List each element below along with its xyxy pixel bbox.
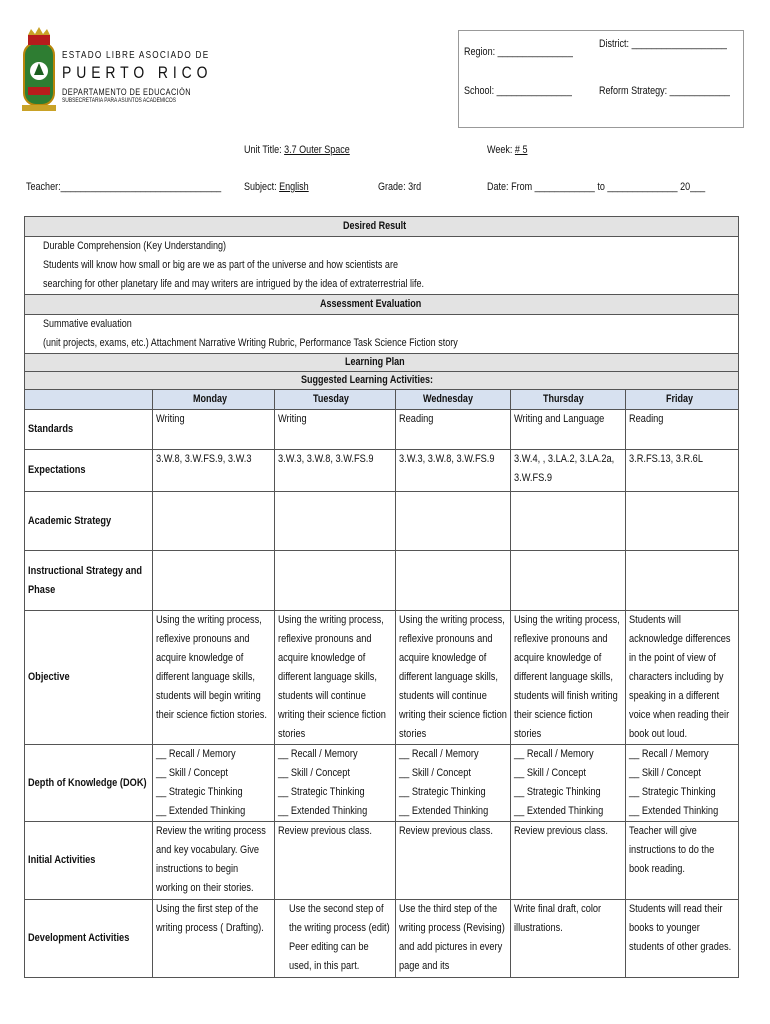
academic-strategy-label: Academic Strategy bbox=[25, 492, 153, 551]
table-row bbox=[25, 450, 739, 492]
week-label: Week: bbox=[487, 144, 513, 156]
academic-friday[interactable] bbox=[626, 492, 739, 551]
initial-wednesday: Review previous class. bbox=[396, 822, 511, 900]
day-header-friday: Friday bbox=[626, 390, 739, 410]
agency-line-3: DEPARTAMENTO DE EDUCACIÓN bbox=[62, 87, 192, 97]
school-info-box bbox=[458, 30, 744, 128]
dok-label: Depth of Knowledge (DOK) bbox=[25, 745, 153, 822]
day-header-blank bbox=[25, 390, 153, 410]
standards-monday: Writing bbox=[153, 410, 275, 450]
desired-result-header: Desired Result bbox=[25, 217, 739, 237]
assessment-header: Assessment Evaluation bbox=[25, 295, 739, 315]
development-tuesday: Use the second step of the writing process (edit) Peer editing can be used, in this part. bbox=[275, 900, 396, 978]
standards-tuesday: Writing bbox=[275, 410, 396, 450]
academic-thursday[interactable] bbox=[511, 492, 626, 551]
standards-thursday: Writing and Language bbox=[511, 410, 626, 450]
assessment-line-1: Summative evaluation bbox=[43, 318, 132, 330]
school-field[interactable]: School: _______________ bbox=[464, 85, 572, 97]
expectations-tuesday: 3.W.3, 3.W.8, 3.W.FS.9 bbox=[275, 450, 396, 492]
instructional-tuesday[interactable] bbox=[275, 551, 396, 611]
development-friday: Students will read their books to younger students of other grades. bbox=[626, 900, 739, 978]
expectations-wednesday: 3.W.3, 3.W.8, 3.W.FS.9 bbox=[396, 450, 511, 492]
instructional-thursday[interactable] bbox=[511, 551, 626, 611]
unit-title-value: 3.7 Outer Space bbox=[284, 144, 350, 156]
expectations-thursday: 3.W.4, , 3.LA.2, 3.LA.2a, 3.W.FS.9 bbox=[511, 450, 626, 492]
expectations-monday: 3.W.8, 3.W.FS.9, 3.W.3 bbox=[153, 450, 275, 492]
day-header-monday: Monday bbox=[153, 390, 275, 410]
desired-line-2: Students will know how small or big are we as part of the universe and how scientists are bbox=[43, 259, 398, 271]
standards-wednesday: Reading bbox=[396, 410, 511, 450]
subject-value: English bbox=[279, 181, 309, 193]
grade-field: Grade: 3rd bbox=[378, 181, 422, 193]
assessment-body bbox=[25, 315, 739, 354]
day-header-thursday: Thursday bbox=[511, 390, 626, 410]
academic-wednesday[interactable] bbox=[396, 492, 511, 551]
objective-monday: Using the writing process, reflexive pronouns and acquire knowledge of different language skills, students will begin writing their science fiction stories. bbox=[153, 611, 275, 745]
standards-label: Standards bbox=[25, 410, 153, 450]
dok-thursday[interactable]: __ Recall / Memory __ Skill / Concept __ Strategic Thinking __ Extended Thinking bbox=[511, 745, 626, 822]
dok-monday[interactable]: __ Recall / Memory __ Skill / Concept __ Strategic Thinking __ Extended Thinking bbox=[153, 745, 275, 822]
development-activities-label: Development Activities bbox=[25, 900, 153, 978]
objective-tuesday: Using the writing process, reflexive pronouns and acquire knowledge of different language skills, students will continue writing their science fiction stories bbox=[275, 611, 396, 745]
agency-line-4: SUBSECRETARÍA PARA ASUNTOS ACADÉMICOS bbox=[62, 98, 177, 104]
expectations-label: Expectations bbox=[25, 450, 153, 492]
week-value: # 5 bbox=[514, 144, 528, 156]
objective-wednesday: Using the writing process, reflexive pronouns and acquire knowledge of different language skills, students will continue writing their science fiction stories bbox=[396, 611, 511, 745]
table-row bbox=[25, 551, 739, 611]
initial-tuesday: Review previous class. bbox=[275, 822, 396, 900]
subject bbox=[244, 180, 309, 194]
dok-tuesday[interactable]: __ Recall / Memory __ Skill / Concept __ Strategic Thinking __ Extended Thinking bbox=[275, 745, 396, 822]
table-row bbox=[25, 900, 739, 978]
desired-line-3: searching for other planetary life and may writers are intrigued by the idea of extraterrestrial life. bbox=[43, 278, 425, 290]
lesson-plan-table bbox=[24, 216, 739, 978]
objective-label: Objective bbox=[25, 611, 153, 745]
subject-label: Subject: bbox=[244, 181, 277, 193]
table-row bbox=[25, 611, 739, 745]
instructional-monday[interactable] bbox=[153, 551, 275, 611]
desired-line-1: Durable Comprehension (Key Understanding) bbox=[43, 240, 227, 252]
academic-monday[interactable] bbox=[153, 492, 275, 551]
table-row bbox=[25, 745, 739, 822]
day-header-wednesday: Wednesday bbox=[396, 390, 511, 410]
development-thursday: Write final draft, color illustrations. bbox=[511, 900, 626, 978]
table-row bbox=[25, 410, 739, 450]
district-field[interactable]: District: ___________________ bbox=[599, 38, 727, 50]
instructional-wednesday[interactable] bbox=[396, 551, 511, 611]
expectations-friday: 3.R.FS.13, 3.R.6L bbox=[626, 450, 739, 492]
initial-friday: Teacher will give instructions to do the book reading. bbox=[626, 822, 739, 900]
assessment-line-2: (unit projects, exams, etc.) Attachment Narrative Writing Rubric, Performance Task Science Fiction story bbox=[43, 337, 458, 349]
initial-activities-label: Initial Activities bbox=[25, 822, 153, 900]
standards-friday: Reading bbox=[626, 410, 739, 450]
objective-thursday: Using the writing process, reflexive pronouns and acquire knowledge of different language skills, students will finish writing their science fiction stories bbox=[511, 611, 626, 745]
suggested-activities-header: Suggested Learning Activities: bbox=[25, 372, 739, 390]
agency-line-2: PUERTO RICO bbox=[62, 63, 213, 82]
initial-thursday: Review previous class. bbox=[511, 822, 626, 900]
day-header-tuesday: Tuesday bbox=[275, 390, 396, 410]
desired-result-body bbox=[25, 237, 739, 295]
agency-heading bbox=[62, 50, 245, 104]
dok-friday[interactable]: __ Recall / Memory __ Skill / Concept __ Strategic Thinking __ Extended Thinking bbox=[626, 745, 739, 822]
table-row bbox=[25, 492, 739, 551]
objective-friday: Students will acknowledge differences in the point of view of characters including by speaking in a different voice when reading their book out loud. bbox=[626, 611, 739, 745]
academic-tuesday[interactable] bbox=[275, 492, 396, 551]
table-row bbox=[25, 822, 739, 900]
development-monday: Using the first step of the writing process ( Drafting). bbox=[153, 900, 275, 978]
unit-title-label: Unit Title: bbox=[244, 144, 282, 156]
initial-monday: Review the writing process and key vocabulary. Give instructions to begin working on their stories. bbox=[153, 822, 275, 900]
dok-wednesday[interactable]: __ Recall / Memory __ Skill / Concept __ Strategic Thinking __ Extended Thinking bbox=[396, 745, 511, 822]
week bbox=[487, 143, 527, 157]
region-field[interactable]: Region: _______________ bbox=[464, 46, 573, 58]
date-field[interactable]: Date: From ____________ to ______________ 20___ bbox=[487, 181, 706, 193]
teacher-field[interactable]: Teacher:________________________________ bbox=[26, 181, 222, 193]
learning-plan-header: Learning Plan bbox=[25, 354, 739, 372]
instructional-friday[interactable] bbox=[626, 551, 739, 611]
development-wednesday: Use the third step of the writing process (Revising) and add pictures in every page and its bbox=[396, 900, 511, 978]
agency-line-1: ESTADO LIBRE ASOCIADO DE bbox=[62, 50, 210, 61]
puerto-rico-seal-logo bbox=[20, 25, 58, 120]
instructional-strategy-label: Instructional Strategy and Phase bbox=[25, 551, 153, 611]
unit-title bbox=[244, 143, 350, 157]
reform-strategy-field[interactable]: Reform Strategy: ____________ bbox=[599, 85, 730, 97]
